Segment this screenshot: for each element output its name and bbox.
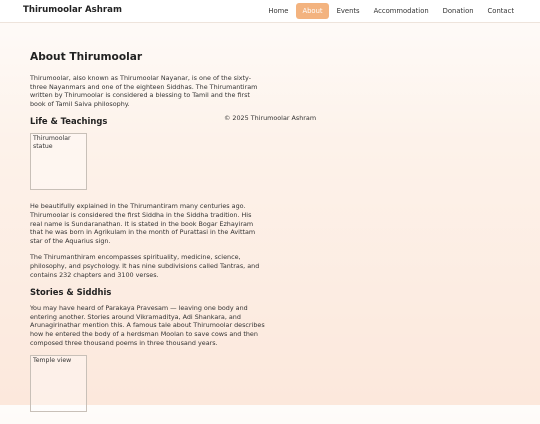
nav-item-donation[interactable]: Donation [442,7,474,15]
nav-item-contact[interactable]: Contact [487,7,514,15]
image-alt-text: Temple view [33,357,72,365]
life-paragraph-1: He beautifully explained in the Thirumantiram many centuries ago. Thirumoolar is considered the first Siddha in the Siddha tradition. His real name is Sundaranathan. It is stated in the book Bogar Ezhayiram that he was born in Agrikulam in the month of Purattasi in the Avittam star of the Aquarius sign. [30,202,256,245]
temple-view-image [30,355,87,412]
section-heading-life: Life & Teachings [30,116,108,127]
nav-item-accommodation[interactable]: Accommodation [373,7,429,15]
stories-paragraph: You may have heard of Parakaya Pravesam — leaving one body and entering another. Stories around Vikramaditya, Adi Shankara, and Arunagirinathar mention this. A famous tale about Thirumoolar describes how he entered the body of a herdsman Moolan to save cows and then composed three thousand poems in three thousand years. [30,304,265,347]
brand-logo-text[interactable]: Thirumoolar Ashram [23,5,122,15]
image-alt-text: Thirumoolar statue [33,135,71,150]
footer-copyright: © 2025 Thirumoolar Ashram [224,114,317,122]
page-title: About Thirumoolar [30,51,143,63]
thirumoolar-statue-image [30,133,87,190]
nav-item-events[interactable]: Events [336,7,360,15]
section-heading-stories: Stories & Siddhis [30,287,112,298]
nav-item-home[interactable]: Home [268,7,289,15]
navbar [0,0,540,23]
life-paragraph-2: The Thirumanthiram encompasses spirituality, medicine, science, philosophy, and psychology. It has nine subdivisions called Tantras, and contains 232 chapters and 3100 verses. [30,253,260,279]
intro-paragraph: Thirumoolar, also known as Thirumoolar Nayanar, is one of the sixty-three Nayanmars and one of the eighteen Siddhas. The Thirumantiram written by Thirumoolar is considered a blessing to Tamil and the first book of Tamil Saiva philosophy. [30,74,258,108]
main-content [30,50,265,424]
nav-item-about[interactable]: About [296,3,328,19]
nav-links [262,3,520,19]
